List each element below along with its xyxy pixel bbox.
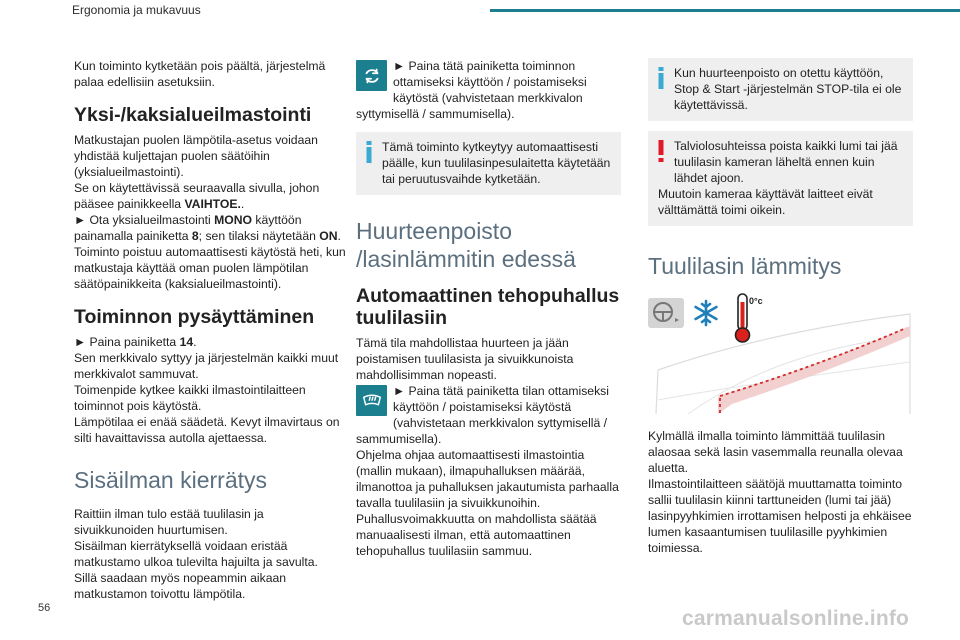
paragraph: Raittiin ilman tulo estää tuulilasin ja sivuikkunoiden huurtumisen. [74,507,264,537]
note-text: Muutoin kameraa käyttävät laitteet eivät välttämättä toimi oikein. [658,187,873,217]
intro-paragraph: Kun toiminto kytketään pois päältä, järjestelmä palaa edellisiin asetuksiin. [74,59,326,89]
section-title-recirculation: Sisäilman kierrätys [74,467,267,493]
snowflake-icon [688,298,724,328]
paragraph: Puhallusvoimakkuutta on mahdollista säätää manuaalisesti ilman, että automaattinen tehopuhallus tuulilasiin sammuu. [356,512,597,558]
info-icon [657,67,665,89]
recirculation-icon [356,60,387,91]
watermark: carmanualsonline.info [682,607,910,630]
header-accent-bar [490,9,960,12]
bold-term: 14 [179,335,194,349]
bold-term: VAIHTOE. [184,197,241,211]
column-2 [356,58,621,559]
paragraph: Tämä tila mahdollistaa huurteen ja jään poistamisen tuulilasista ja sivuikkunoista mahdollisimman nopeasti. [356,336,574,382]
note-text: Kun huurteenpoisto on otettu käyttöön, Stop & Start -järjestelmän STOP-tila ei ole käytettävissä. [674,66,902,112]
paragraph: Se on käytettävissä seuraavalla sivulla, johon pääsee painikkeella VAIHTOE.. [74,181,320,211]
subsection-title-auto-blow: Automaattinen tehopuhallus tuulilasiin [356,285,620,329]
paragraph: Kylmällä ilmalla toiminto lämmittää tuulilasin alaosaa sekä lasin vasemmalla reunalla olevaa aluetta. [648,429,903,475]
paragraph: Toiminto poistuu automaattisesti käytöstä heti, kun matkustaja käyttää oman puolen lämpötilan säätöpainikkeita (kaksialueilmastointi). [74,245,346,291]
section-title-stop-function: Toiminnon pysäyttäminen [74,306,315,328]
column-1 [74,58,346,602]
warning-icon [657,140,665,162]
steering-wheel-icon [648,298,684,328]
paragraph: ► Paina tätä painiketta tilan ottamiseksi käyttöön / poistamiseksi käytöstä (vahvistetaan merkkivalon syttymisellä / sammumisella). [356,384,609,446]
info-note [356,132,621,195]
paragraph: Sillä saadaan myös nopeammin aikaan matkustamon toivottu lämpötila. [74,571,287,601]
info-note [648,58,913,121]
windshield-heating-illustration [648,292,913,414]
note-text: Talviolosuhteissa poista kaikki lumi tai jää tuulilasin kameran läheltä ennen kuin lähdet ajoon. [674,139,898,185]
paragraph: Ilmastointilaitteen säätöjä muuttamatta toiminto sallii tuulilasin kiinni tarttuneiden (lumi tai jää) lasinpyyhkimien irrottamisen helposti ja ehkäisee lumen kasaantumisen tuulilasille pyyhkimien toimiessa. [648,477,912,555]
page-number: 56 [38,602,51,614]
temperature-label: 0°c [749,296,763,306]
warning-note [648,131,913,226]
bold-term: 8 [191,229,199,243]
paragraph: Ohjelma ohjaa automaattisesti ilmastointia (mallin mukaan), ilmapuhalluksen määrää, ilmanottoa ja puhalluksen jakautumista parhaalla tavalla tuulilasiin ja sivuikkunoihin. [356,448,619,510]
info-icon [365,141,373,163]
paragraph: ► Paina tätä painiketta toiminnon ottamiseksi käyttöön / poistamiseksi käytöstä (vahvistetaan merkkivalon syttymisellä / sammumisella). [356,59,587,121]
bold-term: ON [319,229,338,243]
section-title-windshield-heating: Tuulilasin lämmitys [648,253,842,279]
paragraph: ► Ota yksialueilmastointi MONO käyttöön painamalla painiketta 8; sen tilaksi näytetään ON. [74,213,341,243]
paragraph: Sen merkkivalo syttyy ja järjestelmän kaikki muut merkkivalot sammuvat. [74,351,339,381]
running-header: Ergonomia ja mukavuus [72,3,201,17]
windshield-defrost-icon [356,385,387,416]
paragraph: ► Paina painiketta 14. [74,335,197,349]
bold-term: MONO [214,213,253,227]
section-title-single-dual-zone: Yksi-/kaksialueilmastointi [74,104,312,126]
note-text: Tämä toiminto kytkeytyy automaattisesti päälle, kun tuulilasinpesulaitetta käytetään tai peruutusvaihde kytketään. [382,140,611,186]
paragraph: Toimenpide kytkee kaikki ilmastointilaitteen toiminnot pois käytöstä. [74,383,306,413]
paragraph: Sisäilman kierrätyksellä voidaan eristää matkustamo ulkoa tulevilta hajuilta ja savulta. [74,539,318,569]
section-title-defrost: Huurteenpoisto /lasinlämmitin edessä [356,218,576,272]
paragraph: Matkustajan puolen lämpötila-asetus voidaan yhdistää kuljettajan puolen säätöihin (yksialueilmastointi). [74,133,318,179]
thermometer-icon [736,294,750,342]
paragraph: Lämpötilaa ei enää säädetä. Kevyt ilmavirtaus on silti havaittavissa autolla ajettaessa. [74,415,340,445]
column-3 [648,58,913,556]
